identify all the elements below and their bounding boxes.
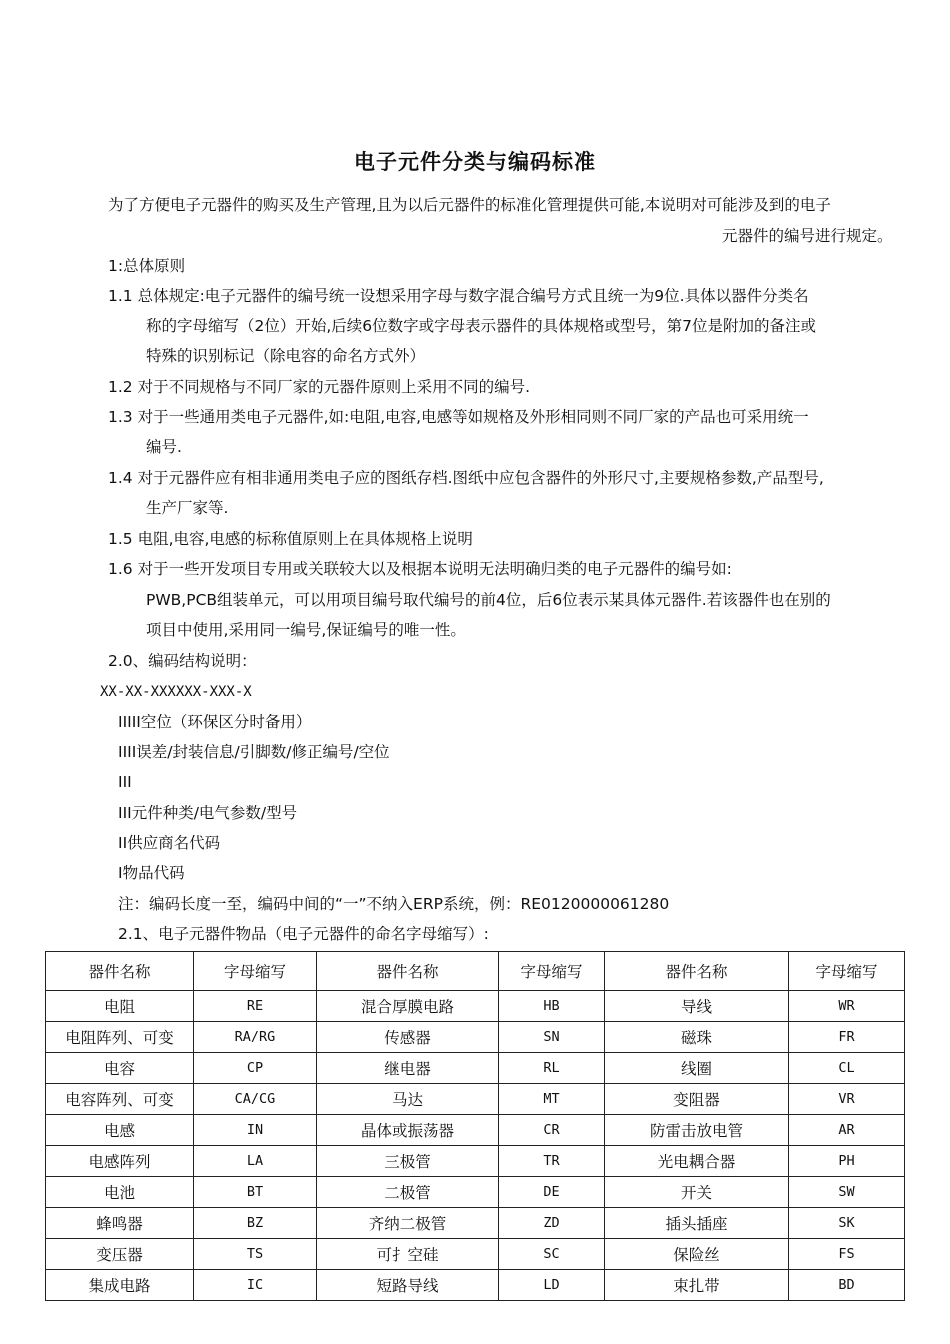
table-row	[46, 1022, 905, 1053]
header-abbr-2: 字母缩写	[499, 952, 605, 991]
para-1-3-line-1: 1.3 对于一些通用类电子元器件,如:电阻,电容,电感等如规格及外形相同则不同厂家的产品也可采用统一	[108, 408, 809, 426]
abbreviation-cell: IN	[194, 1115, 317, 1146]
component-name-cell: 集成电路	[46, 1270, 194, 1301]
table-row	[46, 1177, 905, 1208]
component-name-cell: 电阻	[46, 991, 194, 1022]
para-1-6-line-3: 项目中使用,采用同一编号,保证编号的唯一性。	[146, 621, 466, 639]
abbreviation-cell: WR	[789, 991, 905, 1022]
structure-line-1: IIIII空位（环保区分时备用）	[118, 713, 312, 731]
structure-line-3: III	[118, 773, 132, 791]
abbreviation-cell: MT	[499, 1084, 605, 1115]
para-1-3-line-2: 编号.	[146, 438, 182, 456]
table-row	[46, 1270, 905, 1301]
structure-line-5: II供应商名代码	[118, 834, 221, 852]
para-1-4-line-1: 1.4 对于元器件应有相非通用类电子应的图纸存档.图纸中应包含器件的外形尺寸,主要规格参数,产品型号,	[108, 469, 824, 487]
component-name-cell: 磁珠	[605, 1022, 789, 1053]
component-abbreviation-table	[45, 951, 905, 1301]
component-name-cell: 线圈	[605, 1053, 789, 1084]
component-name-cell: 电感	[46, 1115, 194, 1146]
para-1-4-line-2: 生产厂家等.	[146, 499, 229, 517]
abbreviation-cell: TS	[194, 1239, 317, 1270]
component-name-cell: 开关	[605, 1177, 789, 1208]
abbreviation-cell: BD	[789, 1270, 905, 1301]
abbreviation-cell: BT	[194, 1177, 317, 1208]
abbreviation-cell: BZ	[194, 1208, 317, 1239]
header-abbr-1: 字母缩写	[194, 952, 317, 991]
abbreviation-cell: AR	[789, 1115, 905, 1146]
intro-line-2: 元器件的编号进行规定。	[722, 227, 893, 245]
intro-line-1: 为了方便电子元器件的购买及生产管理,且为以后元器件的标准化管理提供可能,本说明对可能涉及到的电子	[108, 196, 831, 214]
component-name-cell: 传感器	[317, 1022, 499, 1053]
component-name-cell: 马达	[317, 1084, 499, 1115]
table-header-row	[46, 952, 905, 991]
abbreviation-cell: RL	[499, 1053, 605, 1084]
abbreviation-cell: HB	[499, 991, 605, 1022]
abbreviation-cell: SN	[499, 1022, 605, 1053]
para-1-6-line-2: PWB,PCB组装单元，可以用项目编号取代编号的前4位，后6位表示某具体元器件.若该器件也在别的	[146, 591, 831, 609]
document-title: 电子元件分类与编码标准	[354, 150, 596, 174]
component-name-cell: 变压器	[46, 1239, 194, 1270]
component-name-cell: 三极管	[317, 1146, 499, 1177]
abbreviation-cell: TR	[499, 1146, 605, 1177]
component-name-cell: 二极管	[317, 1177, 499, 1208]
section-2-1-heading: 2.1、电子元器件物品（电子元器件的命名字母缩写）:	[118, 925, 489, 943]
component-name-cell: 电池	[46, 1177, 194, 1208]
para-1-1-line-1: 1.1 总体规定:电子元器件的编号统一设想采用字母与数字混合编号方式且统一为9位.具体以器件分类名	[108, 287, 809, 305]
component-name-cell: 束扎带	[605, 1270, 789, 1301]
para-1-1-line-3: 特殊的识别标记（除电容的命名方式外）	[146, 347, 426, 365]
abbreviation-cell: CR	[499, 1115, 605, 1146]
table-row	[46, 1239, 905, 1270]
component-name-cell: 可扌空硅	[317, 1239, 499, 1270]
component-name-cell: 变阻器	[605, 1084, 789, 1115]
table-row	[46, 1146, 905, 1177]
abbreviation-cell: CA/CG	[194, 1084, 317, 1115]
component-name-cell: 短路导线	[317, 1270, 499, 1301]
para-1-6-line-1: 1.6 对于一些开发项目专用或关联较大以及根据本说明无法明确归类的电子元器件的编号如:	[108, 560, 732, 578]
table-row	[46, 1053, 905, 1084]
abbreviation-cell: CP	[194, 1053, 317, 1084]
abbreviation-cell: LD	[499, 1270, 605, 1301]
header-name-2: 器件名称	[317, 952, 499, 991]
component-name-cell: 电容	[46, 1053, 194, 1084]
component-name-cell: 混合厚膜电路	[317, 991, 499, 1022]
component-name-cell: 光电耦合器	[605, 1146, 789, 1177]
abbreviation-cell: IC	[194, 1270, 317, 1301]
abbreviation-cell: VR	[789, 1084, 905, 1115]
component-name-cell: 晶体或振荡器	[317, 1115, 499, 1146]
abbreviation-cell: RA/RG	[194, 1022, 317, 1053]
table-row	[46, 1208, 905, 1239]
code-pattern: XX-XX-XXXXXX-XXX-X	[100, 684, 252, 700]
section-2-heading: 2.0、编码结构说明：	[108, 652, 257, 670]
section-1-heading: 1:总体原则	[108, 257, 186, 275]
component-name-cell: 防雷击放电管	[605, 1115, 789, 1146]
component-name-cell: 蜂鸣器	[46, 1208, 194, 1239]
encoding-note: 注：编码长度一至，编码中间的“一”不纳入ERP系统，例：RE0120000061280	[118, 895, 670, 913]
abbreviation-cell: ZD	[499, 1208, 605, 1239]
abbreviation-cell: SK	[789, 1208, 905, 1239]
para-1-5: 1.5 电阻,电容,电感的标称值原则上在具体规格上说明	[108, 530, 473, 548]
table-row	[46, 991, 905, 1022]
table-row	[46, 1115, 905, 1146]
para-1-2: 1.2 对于不同规格与不同厂家的元器件原则上采用不同的编号.	[108, 378, 531, 396]
abbreviation-cell: RE	[194, 991, 317, 1022]
component-name-cell: 继电器	[317, 1053, 499, 1084]
abbreviation-cell: FR	[789, 1022, 905, 1053]
component-name-cell: 电阻阵列、可变	[46, 1022, 194, 1053]
structure-line-4: III元件种类/电气参数/型号	[118, 804, 298, 822]
abbreviation-cell: LA	[194, 1146, 317, 1177]
component-name-cell: 保险丝	[605, 1239, 789, 1270]
component-name-cell: 电感阵列	[46, 1146, 194, 1177]
abbreviation-cell: SC	[499, 1239, 605, 1270]
table-row	[46, 1084, 905, 1115]
structure-line-2: IIII误差/封装信息/引脚数/修正编号/空位	[118, 743, 390, 761]
component-name-cell: 导线	[605, 991, 789, 1022]
abbreviation-cell: DE	[499, 1177, 605, 1208]
header-name-1: 器件名称	[46, 952, 194, 991]
component-name-cell: 电容阵列、可变	[46, 1084, 194, 1115]
abbreviation-cell: SW	[789, 1177, 905, 1208]
abbreviation-cell: CL	[789, 1053, 905, 1084]
header-abbr-3: 字母缩写	[789, 952, 905, 991]
header-name-3: 器件名称	[605, 952, 789, 991]
component-name-cell: 插头插座	[605, 1208, 789, 1239]
para-1-1-line-2: 称的字母缩写（2位）开始,后续6位数字或字母表示器件的具体规格或型号，第7位是附加的备注或	[146, 317, 817, 335]
component-name-cell: 齐纳二极管	[317, 1208, 499, 1239]
structure-line-6: I物品代码	[118, 864, 185, 882]
abbreviation-cell: FS	[789, 1239, 905, 1270]
abbreviation-cell: PH	[789, 1146, 905, 1177]
